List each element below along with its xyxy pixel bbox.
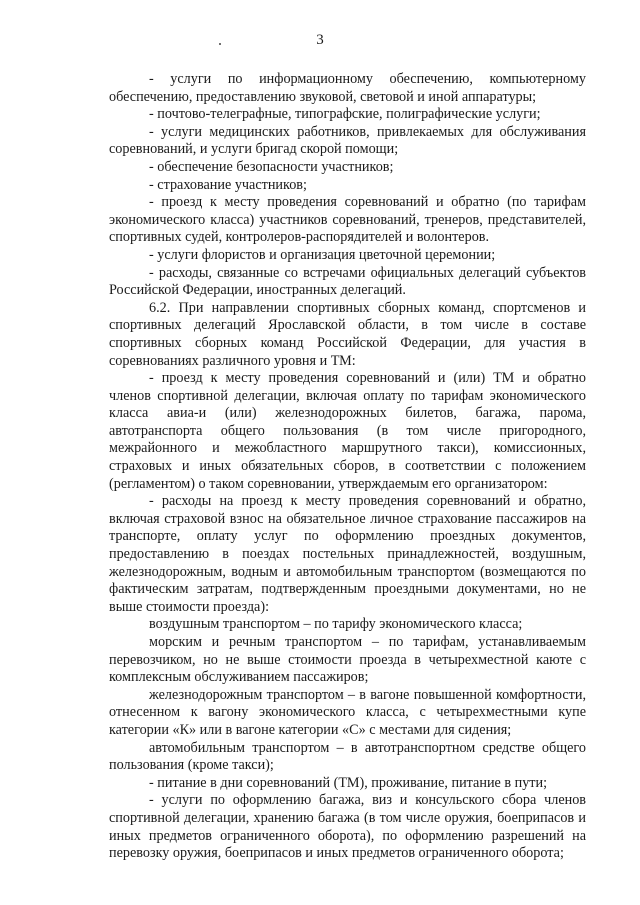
page-number: 3 [316, 32, 324, 48]
paragraph: - питание в дни соревнований (ТМ), проживание, питание в пути; [149, 774, 548, 791]
paragraph: - почтово-телеграфные, типографские, полиграфические услуги; [149, 106, 541, 123]
paragraph: морским и речным транспортом – по тарифам, устанавливаемым перевозчиком, но не выше стоимости проезда в четырехместной каюте с комплексным обслуживанием пассажиров; [109, 634, 586, 686]
paragraph: автомобильным транспортом – в автотранспортном средстве общего пользования (кроме такси); [109, 739, 586, 774]
paragraph: - услуги медицинских работников, привлекаемых для обслуживания соревнований, и услуги бригад скорой помощи; [109, 123, 586, 158]
paragraph: - проезд к месту проведения соревнований и обратно (по тарифам экономического класса) участников соревнований, тренеров, представителей, спортивных судей, контролеров-распорядителей и волонтеров. [109, 194, 586, 246]
paragraph: - услуги по информационному обеспечению, компьютерному обеспечению, предоставлению звуковой, световой и иной аппаратуры; [109, 71, 586, 105]
paragraph: 6.2. При направлении спортивных сборных команд, спортсменов и спортивных делегаций Ярославской области, в том числе в составе спортивных сборных команд Российской Федерации, для участия в соревнованиях различного уровня и ТМ: [109, 299, 586, 369]
paragraph: - услуги флористов и организация цветочной церемонии; [149, 246, 496, 263]
paragraph: - услуги по оформлению багажа, виз и консульского сбора членов спортивной делегации, хранению багажа (в том числе оружия, боеприпасов и иных предметов ограниченного оборота), по оформлению разрешений на перевозку оружия, боеприпасов и иных предметов ограниченного оборота; [109, 792, 586, 862]
paragraph: - расходы, связанные со встречами официальных делегаций субъектов Российской Федерации, иностранных делегаций. [109, 264, 586, 299]
paragraph: - расходы на проезд к месту проведения соревнований и обратно, включая страховой взнос на обязательное личное страхование пассажиров на транспорте, оплату услуг по оформлению проездных документов, предоставлению в поездах постельных принадлежностей, воздушным, железнодорожным, водным и автомобильным транспортом (возмещаются по фактическим затратам, подтвержденным проездными документами, но не выше стоимости проезда): [109, 493, 586, 615]
document-body [109, 71, 586, 863]
paragraph: железнодорожным транспортом – в вагоне повышенной комфортности, отнесенном к вагону экономического класса, с четырехместными купе категории «К» или в вагоне категории «С» с местами для сидения; [109, 686, 586, 738]
paragraph: - проезд к месту проведения соревнований и (или) ТМ и обратно членов спортивной делегации, включая оплату по тарифам экономического класса авиа-и (или) железнодорожных билетов, багажа, парома, автотранспорта общего пользования (в том числе пригородного, межрайонного и межобластного маршрутного такси), комиссионных, страховых и иных обязательных сборов, в соответствии с положением (регламентом) о таком соревновании, утверждаемым его организатором: [109, 370, 586, 492]
paragraph: воздушным транспортом – по тарифу экономического класса; [149, 616, 523, 633]
scan-speck [219, 43, 221, 45]
paragraph: - страхование участников; [149, 176, 307, 193]
paragraph: - обеспечение безопасности участников; [149, 158, 394, 175]
